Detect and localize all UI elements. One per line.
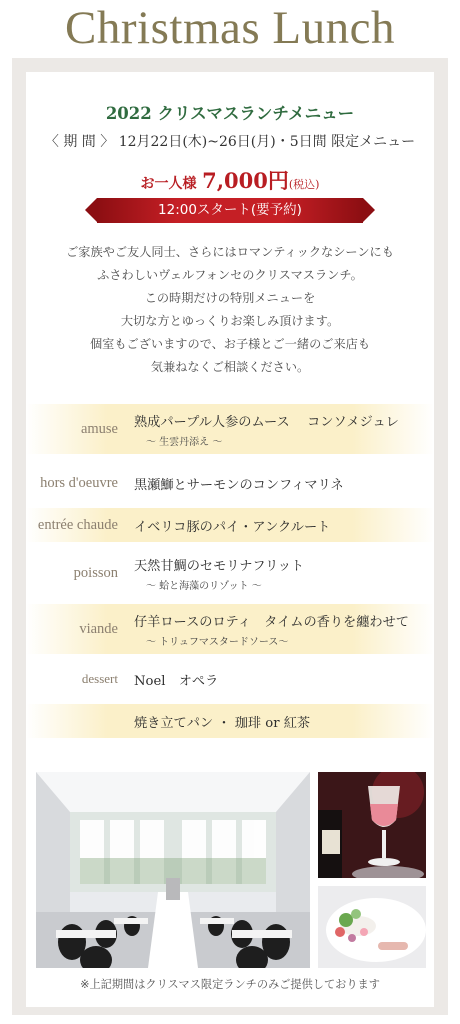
course-label: viande <box>79 620 118 637</box>
intro-line: この時期だけの特別メニューを <box>144 291 316 305</box>
dish-image <box>318 886 426 968</box>
intro-line: 気兼ねなくご相談ください。 <box>150 360 310 374</box>
course-label: hors d'oeuvre <box>40 474 118 491</box>
dish-photo <box>318 886 426 968</box>
course-sub: ～ 生雲丹添え ～ <box>146 436 223 448</box>
price-tax: (税込) <box>288 178 320 191</box>
start-time-ribbon: 12:00スタート(要予約) <box>97 198 363 223</box>
intro-line: ふさわしいヴェルフォンセのクリスマスランチ。 <box>97 268 363 282</box>
course-label: entrée chaude <box>37 516 118 533</box>
course-dish: 黒瀬鰤とサーモンのコンフィマリネ <box>134 477 344 493</box>
course-sub: ～ 蛤と海藻のリゾット ～ <box>146 580 262 592</box>
price-amount: 7,000円 <box>202 168 289 193</box>
price-line <box>0 165 460 195</box>
intro-line: 個室もございますので、お子様とご一緒のご来店も <box>89 337 371 351</box>
course-viande <box>26 604 434 654</box>
course-label: dessert <box>81 671 118 686</box>
period-text: 〈 期 間 〉 12月22日(木)~26日(月)・5日間 限定メニュー <box>44 134 416 150</box>
course-amuse <box>26 404 434 454</box>
menu-title: 2022 クリスマスランチメニュー <box>105 104 355 123</box>
course-label: amuse <box>80 420 118 437</box>
course-hors-doeuvre <box>26 466 434 500</box>
course-dish: 焼き立てパン ・ 珈琲 or 紅茶 <box>134 715 311 731</box>
course-poisson <box>26 550 434 596</box>
intro-line: 大切な方とゆっくりお楽しみ頂けます。 <box>120 314 340 328</box>
course-dish: 熟成パープル人参のムース コンソメジュレ <box>134 414 399 430</box>
course-bread-coffee <box>26 704 434 738</box>
course-entree-chaude <box>26 508 434 542</box>
wine-glass-photo <box>318 772 426 878</box>
course-dish: Noel オペラ <box>134 673 219 689</box>
course-dessert <box>26 662 434 696</box>
course-sub: ～ トリュフマスタードソース～ <box>146 636 289 648</box>
course-dish: イベリコ豚のパイ・アンクルート <box>134 519 331 535</box>
page-header <box>0 0 460 56</box>
footnote: ※上記期間はクリスマス限定ランチのみご提供しております <box>80 978 380 991</box>
course-dish: 天然甘鯛のセモリナフリット <box>134 558 305 574</box>
restaurant-interior-photo <box>36 772 310 968</box>
wine-glass-image <box>318 772 426 878</box>
price-label: お一人様 <box>140 176 197 192</box>
restaurant-interior-image <box>36 772 310 968</box>
intro-text <box>0 241 460 379</box>
intro-line: ご家族やご友人同士、さらにはロマンティックなシーンにも <box>66 245 394 259</box>
course-dish: 仔羊ロースのロティ タイムの香りを纏わせて <box>134 614 409 630</box>
course-label: poisson <box>73 564 118 581</box>
page-title: Christmas Lunch <box>65 2 395 54</box>
